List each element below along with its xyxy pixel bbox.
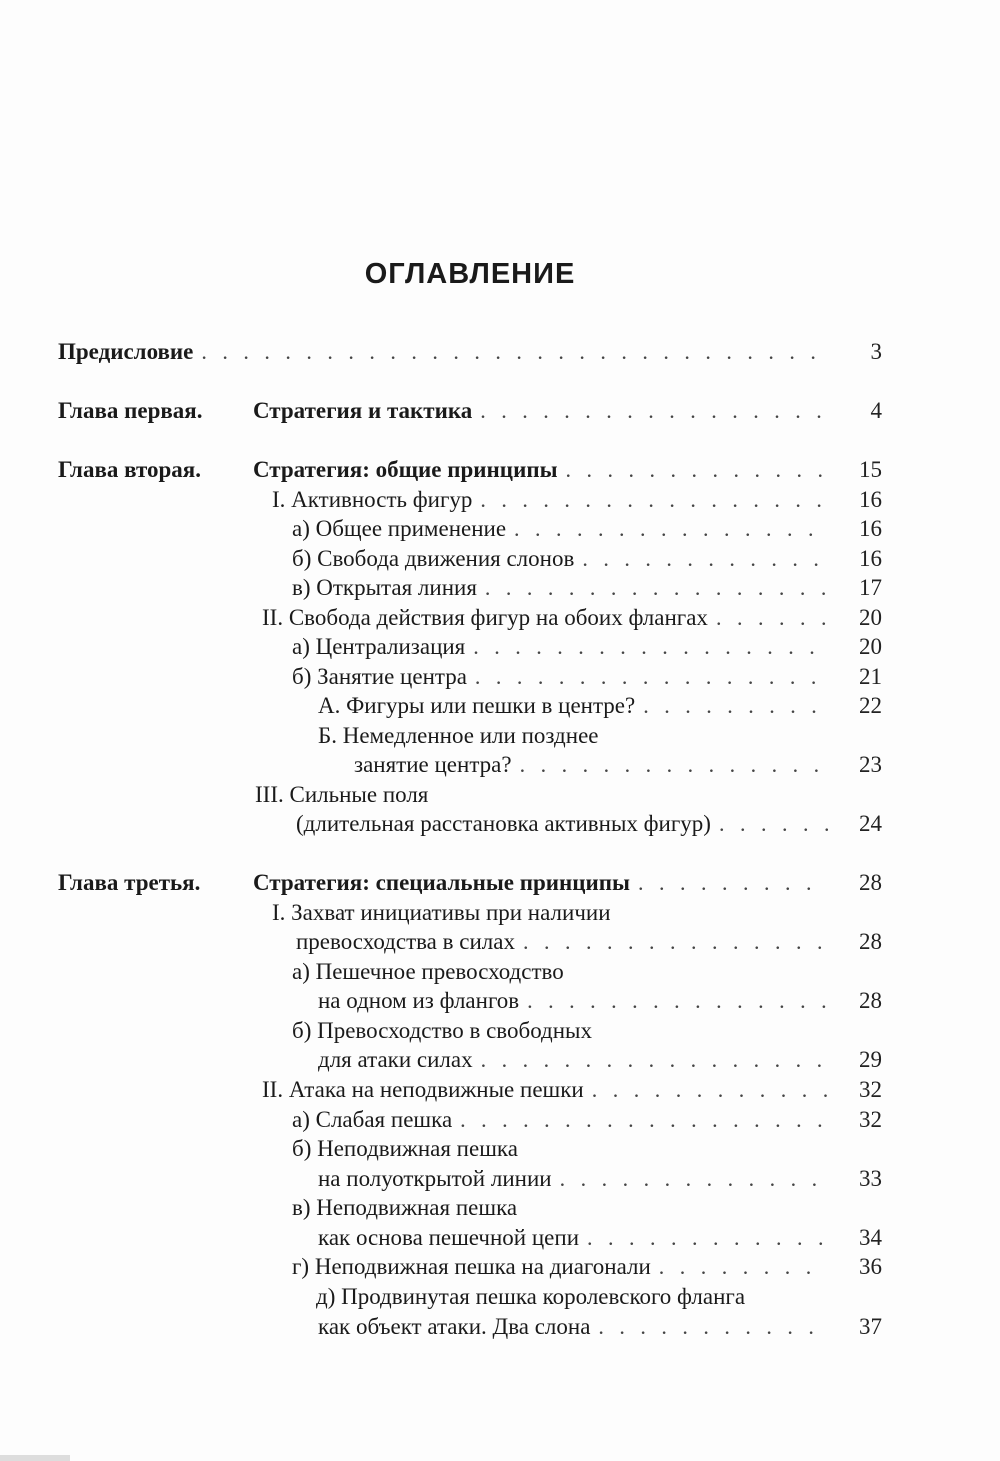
toc-entry-text-row	[292, 573, 828, 603]
dot-leader	[598, 1312, 828, 1342]
page-number: 28	[859, 929, 882, 954]
page-number: 34	[859, 1225, 882, 1250]
toc-entry	[0, 1193, 1000, 1223]
chapter-label: Глава третья.	[58, 870, 201, 895]
toc-entry-title: III. Сильные поля	[255, 782, 429, 807]
toc-entry-text-row	[253, 455, 828, 485]
toc-entry-title: на одном из флангов	[318, 988, 520, 1013]
dot-leader	[659, 1252, 828, 1282]
toc-entry	[0, 396, 1000, 426]
dot-leader	[523, 927, 828, 957]
toc-entry-text-row	[354, 750, 828, 780]
toc-entry-text-row	[318, 986, 828, 1016]
dot-leader	[473, 632, 828, 662]
toc-entry-text-row	[272, 485, 828, 515]
dot-leader	[587, 1223, 828, 1253]
toc-entry-title: а) Слабая пешка	[292, 1107, 453, 1132]
toc-entry-title: Предисловие	[58, 339, 194, 364]
toc-entry	[0, 632, 1000, 662]
toc-entry-title: II. Атака на неподвижные пешки	[262, 1077, 584, 1102]
page-number: 20	[859, 634, 882, 659]
toc-entry-title: как основа пешечной цепи	[318, 1225, 579, 1250]
toc-entry-title: б) Превосходство в свободных	[292, 1018, 593, 1043]
dot-leader	[485, 573, 828, 603]
toc-entry	[0, 573, 1000, 603]
toc-entry-text-row	[292, 514, 828, 544]
toc-entry	[0, 1075, 1000, 1105]
toc-entry-title: II. Свобода действия фигур на обоих флангах	[262, 605, 708, 630]
page-number: 23	[859, 752, 882, 777]
toc-entry-text-row	[58, 337, 828, 367]
toc-entry-title: б) Свобода движения слонов	[292, 546, 575, 571]
toc-entry-text-row	[292, 1252, 828, 1282]
dot-leader	[480, 396, 828, 426]
page-number: 16	[859, 487, 882, 512]
toc-entry	[0, 691, 1000, 721]
toc-entry-text-row	[318, 1312, 828, 1342]
page-number: 33	[859, 1166, 882, 1191]
toc-entry-text-row	[296, 809, 828, 839]
toc-entry	[0, 1016, 1000, 1046]
chapter-label: Глава вторая.	[58, 457, 201, 482]
toc-entry-text-row	[292, 1016, 600, 1046]
dot-leader	[460, 1105, 828, 1135]
toc-entry	[0, 1282, 1000, 1312]
toc-entry	[0, 1252, 1000, 1282]
toc-entry	[0, 721, 1000, 751]
dot-leader	[201, 337, 828, 367]
toc-entry-text-row	[292, 632, 828, 662]
toc-entry-title: А. Фигуры или пешки в центре?	[318, 693, 636, 718]
page-number: 36	[859, 1254, 882, 1279]
toc-entry-title: как объект атаки. Два слона	[318, 1314, 591, 1339]
toc-entry	[0, 1164, 1000, 1194]
dot-leader	[514, 514, 828, 544]
dot-leader	[475, 662, 828, 692]
page-number: 3	[870, 339, 882, 364]
chapter-label: Глава первая.	[58, 398, 203, 423]
page-title: ОГЛАВЛЕНИЕ	[364, 258, 576, 290]
toc-entry-title: а) Централизация	[292, 634, 466, 659]
toc-entry-text-row	[262, 1075, 828, 1105]
toc-entry	[0, 1312, 1000, 1342]
toc-entry	[0, 544, 1000, 574]
toc-entry-title: д) Продвинутая пешка королевского фланга	[316, 1284, 746, 1309]
page-number: 4	[870, 398, 882, 423]
dot-leader	[592, 1075, 828, 1105]
toc-entry	[0, 662, 1000, 692]
dot-leader	[560, 1164, 828, 1194]
toc-entry	[0, 809, 1000, 839]
page-number: 20	[859, 605, 882, 630]
toc-entry-title: для атаки силах	[318, 1047, 473, 1072]
toc-entry	[0, 750, 1000, 780]
dot-leader	[566, 455, 828, 485]
toc-entry-text-row	[292, 662, 828, 692]
page-number: 22	[859, 693, 882, 718]
toc-entry-title: Стратегия: специальные принципы	[253, 870, 631, 895]
toc-entry-title: превосходства в силах	[296, 929, 515, 954]
toc-entry-text-row	[316, 1282, 753, 1312]
toc-entry	[0, 1105, 1000, 1135]
toc-entry	[0, 986, 1000, 1016]
toc-entry	[0, 927, 1000, 957]
page-number: 37	[859, 1314, 882, 1339]
toc-entry-text-row	[292, 544, 828, 574]
dot-leader	[582, 544, 828, 574]
dot-leader	[520, 750, 828, 780]
toc-entry-text-row	[318, 721, 606, 751]
toc-entry-text-row	[292, 957, 572, 987]
toc-entry-title: б) Неподвижная пешка	[292, 1136, 518, 1161]
toc-entry-title: Стратегия и тактика	[253, 398, 473, 423]
toc-entry	[0, 603, 1000, 633]
toc-entry-title: б) Занятие центра	[292, 664, 467, 689]
toc-entry-text-row	[272, 898, 619, 928]
toc-entry	[0, 898, 1000, 928]
toc-entry-title: а) Пешечное превосходство	[292, 959, 564, 984]
toc-entry	[0, 1134, 1000, 1164]
toc-entry-title: на полуоткрытой линии	[318, 1166, 552, 1191]
toc-entry-title: занятие центра?	[354, 752, 512, 777]
toc-entry-text-row	[296, 927, 828, 957]
toc-entry-text-row	[292, 1134, 526, 1164]
toc-entry-title: Стратегия: общие принципы	[253, 457, 558, 482]
toc-entry	[0, 1223, 1000, 1253]
toc-entry-title: Б. Немедленное или позднее	[318, 723, 599, 748]
dot-leader	[481, 1045, 828, 1075]
dot-leader	[480, 485, 828, 515]
toc-entry	[0, 1045, 1000, 1075]
toc-entry-text-row	[292, 1105, 828, 1135]
dot-leader	[719, 809, 828, 839]
page-number: 16	[859, 516, 882, 541]
toc-entry-title: в) Неподвижная пешка	[292, 1195, 518, 1220]
page-number: 24	[859, 811, 882, 836]
toc-entry-text-row	[318, 691, 828, 721]
toc-entry-title: (длительная расстановка активных фигур)	[296, 811, 711, 836]
toc-entry-title: а) Общее применение	[292, 516, 507, 541]
toc-entry	[0, 485, 1000, 515]
toc-entry-text-row	[292, 1193, 525, 1223]
toc-entry-text-row	[318, 1223, 828, 1253]
toc-entry	[0, 514, 1000, 544]
dot-leader	[527, 986, 828, 1016]
page-number: 32	[859, 1077, 882, 1102]
page-number: 16	[859, 546, 882, 571]
page-number: 32	[859, 1107, 882, 1132]
toc-entry-title: I. Захват инициативы при наличии	[272, 900, 611, 925]
page-number: 28	[859, 870, 882, 895]
toc-entry-title: I. Активность фигур	[272, 487, 473, 512]
toc-entry	[0, 957, 1000, 987]
toc-entry-text-row	[262, 603, 828, 633]
toc-entry-text-row	[253, 868, 828, 898]
page-number: 28	[859, 988, 882, 1013]
page-number: 15	[859, 457, 882, 482]
toc-entry-text-row	[318, 1045, 828, 1075]
page-number: 17	[859, 575, 882, 600]
toc-entry	[0, 780, 1000, 810]
page-number: 21	[859, 664, 882, 689]
toc-entry-title: в) Открытая линия	[292, 575, 477, 600]
toc-entry	[0, 455, 1000, 485]
page-edge	[0, 1455, 70, 1461]
toc-entry-title: г) Неподвижная пешка на диагонали	[292, 1254, 651, 1279]
toc-entry-text-row	[318, 1164, 828, 1194]
toc-entry	[0, 868, 1000, 898]
toc-entry-text-row	[253, 396, 828, 426]
page-number: 29	[859, 1047, 882, 1072]
dot-leader	[643, 691, 828, 721]
toc-entry	[0, 337, 1000, 367]
dot-leader	[716, 603, 828, 633]
dot-leader	[638, 868, 828, 898]
toc-entry-text-row	[255, 780, 436, 810]
